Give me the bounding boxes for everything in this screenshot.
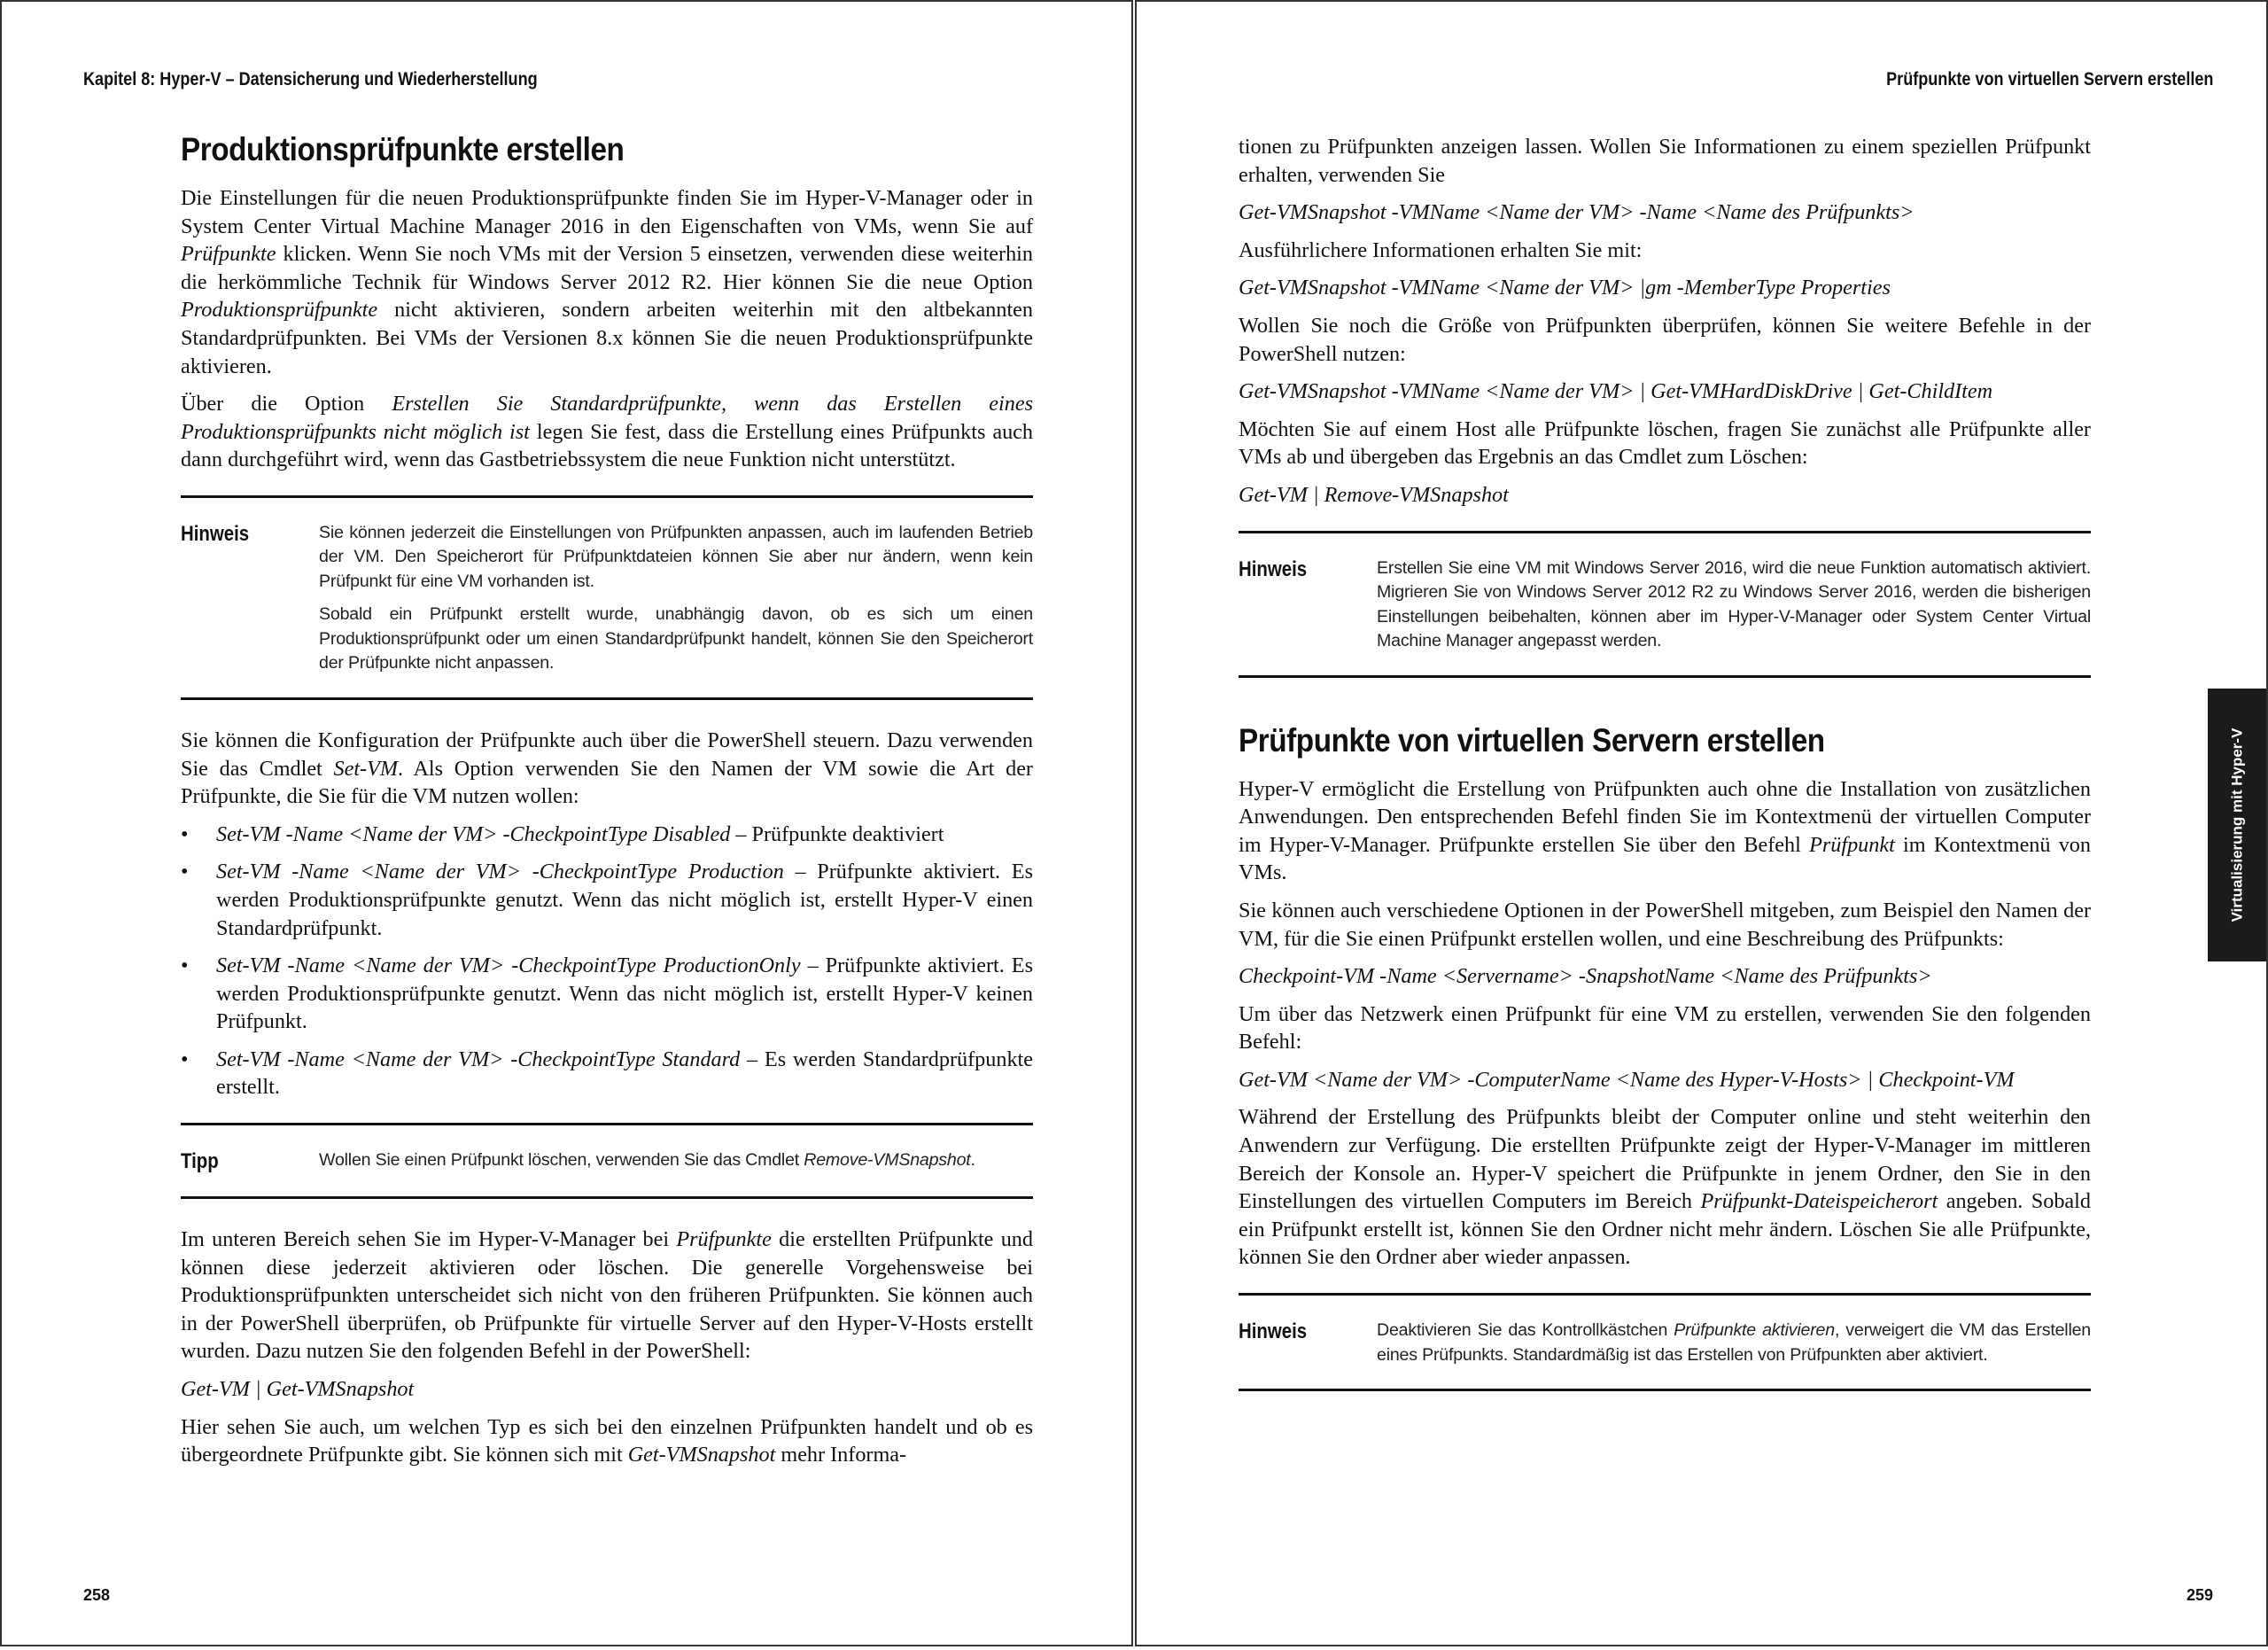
- list-item: • Set-VM -Name <Name der VM> -CheckpointType Production – Prüfpunkte aktiviert. Es werden Produktionsprüfpunkte genutzt. Wenn das nicht möglich ist, erstellt Hyper-V einen Standardprüfpunkt.: [181, 858, 1033, 942]
- thumb-tab-label: Virtualisierung mit Hyper-V: [2228, 728, 2246, 922]
- paragraph: Um über das Netzwerk einen Prüfpunkt für eine VM zu erstellen, verwenden Sie den folgenden Befehl:: [1239, 1001, 2091, 1055]
- note-label: Hinweis: [181, 521, 250, 546]
- note-label: Hinweis: [1239, 1319, 1308, 1344]
- note-paragraph: Erstellen Sie eine VM mit Windows Server 2016, wird die neue Funktion automatisch aktiviert. Migrieren Sie von Windows Server 2012 R2 zu Windows Server 2016, werden die bisherigen Einstellungen beibehalten, können aber im Hyper-V-Manager oder System Center Virtual Machine Manager angepasst werden.: [1377, 557, 2091, 651]
- page-number-left: 258: [83, 1586, 111, 1604]
- note-paragraph: Wollen Sie einen Prüfpunkt löschen, verwenden Sie das Cmdlet Remove-VMSnapshot.: [319, 1150, 975, 1171]
- running-head-left: Kapitel 8: Hyper-V – Datensicherung und Wiederherstellung: [83, 69, 538, 90]
- note-body: [1377, 1319, 2091, 1367]
- paragraph: Die Einstellungen für die neuen Produktionsprüfpunkte finden Sie im Hyper-V-Manager oder in System Center Virtual Machine Manager 2016 in den Eigenschaften von VMs, wenn Sie auf Prüfpunkte klicken. Wenn Sie noch VMs mit der Version 5 einsetzen, verwenden diese weiterhin die herkömmliche Technik für Windows Server 2012 R2. Hier können Sie die neue Option Produktionsprüfpunkte nicht aktivieren, sondern arbeiten weiterhin mit den altbekannten Standardprüfpunkten. Bei VMs der Versionen 8.x können Sie die neuen Produktionsprüfpunkte aktivieren.: [181, 186, 1033, 378]
- left-text-column: [181, 131, 1033, 1479]
- paragraph: Hier sehen Sie auch, um welchen Typ es sich bei den einzelnen Prüfpunkten handelt und ob es übergeordnete Prüfpunkte gibt. Sie können sich mit Get-VMSnapshot mehr Informa-: [181, 1414, 1033, 1467]
- section-heading-produktionspruefpunkte: Produktionsprüfpunkte erstellen: [181, 131, 625, 167]
- code-line: Get-VM | Remove-VMSnapshot: [1239, 482, 1509, 507]
- paragraph: Im unteren Bereich sehen Sie im Hyper-V-Manager bei Prüfpunkte die erstellten Prüfpunkte und können diese jederzeit aktivieren oder löschen. Die generelle Vorgehensweise bei Produktionsprüfpunkten unterscheidet sich nicht von den früheren Prüfpunkten. Sie können auch in der PowerShell überprüfen, ob Prüfpunkte für virtuelle Server auf den Hyper-V-Hosts erstellt wurden. Dazu nutzen Sie den folgenden Befehl in der PowerShell:: [181, 1227, 1033, 1364]
- note-paragraph: Sobald ein Prüfpunkt erstellt wurde, unabhängig davon, ob es sich um einen Produktionsprüfpunkt oder um einen Standardprüfpunkt handelt, können Sie den Speicherort der Prüfpunkte nicht anpassen.: [319, 604, 1033, 673]
- code-line: Get-VMSnapshot -VMName <Name der VM> | Get-VMHardDiskDrive | Get-ChildItem: [1239, 379, 1993, 404]
- section-heading-virtuelle-server: Prüfpunkte von virtuellen Servern erstellen: [1239, 721, 1825, 759]
- code-line: Checkpoint-VM -Name <Servername> -SnapshotName <Name des Prüfpunkts>: [1239, 964, 1932, 989]
- code-line: Get-VMSnapshot -VMName <Name der VM> |gm -MemberType Properties: [1239, 276, 1891, 300]
- note-body: [1377, 556, 2091, 654]
- note-body: [319, 521, 1033, 676]
- list-item: • Set-VM -Name <Name der VM> -CheckpointType ProductionOnly – Prüfpunkte aktiviert. Es werden Produktionsprüfpunkte genutzt. Wenn das nicht möglich ist, erstellt Hyper-V keinen Prüfpunkt.: [181, 952, 1033, 1036]
- note-label: Hinweis: [1239, 556, 1308, 581]
- note-paragraph: Sie können jederzeit die Einstellungen von Prüfpunkten anpassen, auch im laufenden Betrieb der VM. Den Speicherort für Prüfpunktdateien können Sie aber nur ändern, wenn kein Prüfpunkt für eine VM vorhanden ist.: [319, 522, 1033, 591]
- note-box-hinweis: [1239, 1293, 2091, 1391]
- page-number-right: 259: [2186, 1586, 2213, 1604]
- list-item: • Set-VM -Name <Name der VM> -CheckpointType Standard – Es werden Standardprüfpunkte erstellt.: [181, 1046, 1033, 1101]
- list-item: • Set-VM -Name <Name der VM> -CheckpointType Disabled – Prüfpunkte deaktiviert: [181, 821, 1033, 849]
- note-body: [319, 1148, 1033, 1175]
- note-box-hinweis: [181, 495, 1033, 700]
- paragraph: Über die Option Erstellen Sie Standardprüfpunkte, wenn das Erstellen eines Produktionsprüfpunkts nicht möglich ist legen Sie fest, dass die Erstellung eines Prüfpunkts auch dann durchgeführt wird, wenn das Gastbetriebssystem die neue Funktion nicht unterstützt.: [181, 392, 1033, 472]
- code-line: Get-VM | Get-VMSnapshot: [181, 1377, 415, 1402]
- left-page: [0, 0, 1133, 1646]
- checkpoint-type-list: [181, 821, 1033, 1101]
- note-label: Tipp: [181, 1149, 219, 1174]
- code-line: Get-VMSnapshot -VMName <Name der VM> -Name <Name des Prüfpunkts>: [1239, 200, 1915, 225]
- paragraph: Ausführlichere Informationen erhalten Sie mit:: [1239, 237, 1643, 262]
- running-head-right: Prüfpunkte von virtuellen Servern erstellen: [1885, 69, 2213, 90]
- note-box-tipp: [181, 1123, 1033, 1199]
- paragraph: Hyper-V ermöglicht die Erstellung von Prüfpunkten auch ohne die Installation von zusätzlichen Anwendungen. Den entsprechenden Befehl finden Sie im Kontextmenü der virtuellen Computer im Hyper-V-Manager. Prüfpunkte erstellen Sie über den Befehl Prüfpunkt im Kontextmenü von VMs.: [1239, 776, 2091, 885]
- right-page: [1135, 0, 2268, 1646]
- note-paragraph: Deaktivieren Sie das Kontrollkästchen Prüfpunkte aktivieren, verweigert die VM das Erstellen eines Prüfpunkts. Standardmäßig ist das Erstellen von Prüfpunkten aber aktiviert.: [1377, 1320, 2091, 1365]
- note-box-hinweis: [1239, 531, 2091, 678]
- right-text-column: [1239, 133, 2091, 1418]
- paragraph: Wollen Sie noch die Größe von Prüfpunkten überprüfen, können Sie weitere Befehle in der PowerShell nutzen:: [1239, 313, 2091, 366]
- paragraph: Sie können die Konfiguration der Prüfpunkte auch über die PowerShell steuern. Dazu verwenden Sie das Cmdlet Set-VM. Als Option verwenden Sie den Namen der VM sowie die Art der Prüfpunkte, die Sie für die VM nutzen wollen:: [181, 728, 1033, 809]
- paragraph: Während der Erstellung des Prüfpunkts bleibt der Computer online und steht weiterhin den Anwendern zur Verfügung. Die erstellten Prüfpunkte zeigt der Hyper-V-Manager im mittleren Bereich der Konsole an. Hyper-V speichert die Prüfpunkte in jenem Ordner, den Sie in den Einstellungen des virtuellen Computers im Bereich Prüfpunkt-Dateispeicherort angeben. Sobald ein Prüfpunkt erstellt ist, können Sie den Ordner nicht mehr ändern. Löschen Sie alle Prüfpunkte, können Sie den Ordner aber wieder anpassen.: [1239, 1105, 2091, 1270]
- paragraph: tionen zu Prüfpunkten anzeigen lassen. Wollen Sie Informationen zu einem speziellen Prüfpunkt erhalten, verwenden Sie: [1239, 135, 2091, 187]
- paragraph: Möchten Sie auf einem Host alle Prüfpunkte löschen, fragen Sie zunächst alle Prüfpunkte aller VMs ab und übergeben das Ergebnis an das Cmdlet zum Löschen:: [1239, 416, 2091, 470]
- chapter-thumb-tab: [2208, 689, 2266, 961]
- code-line: Get-VM <Name der VM> -ComputerName <Name des Hyper-V-Hosts> | Checkpoint-VM: [1239, 1067, 2015, 1092]
- paragraph: Sie können auch verschiedene Optionen in der PowerShell mitgeben, zum Beispiel den Namen der VM, für die Sie einen Prüfpunkt erstellen wollen, und eine Beschreibung des Prüfpunkts:: [1239, 898, 2091, 951]
